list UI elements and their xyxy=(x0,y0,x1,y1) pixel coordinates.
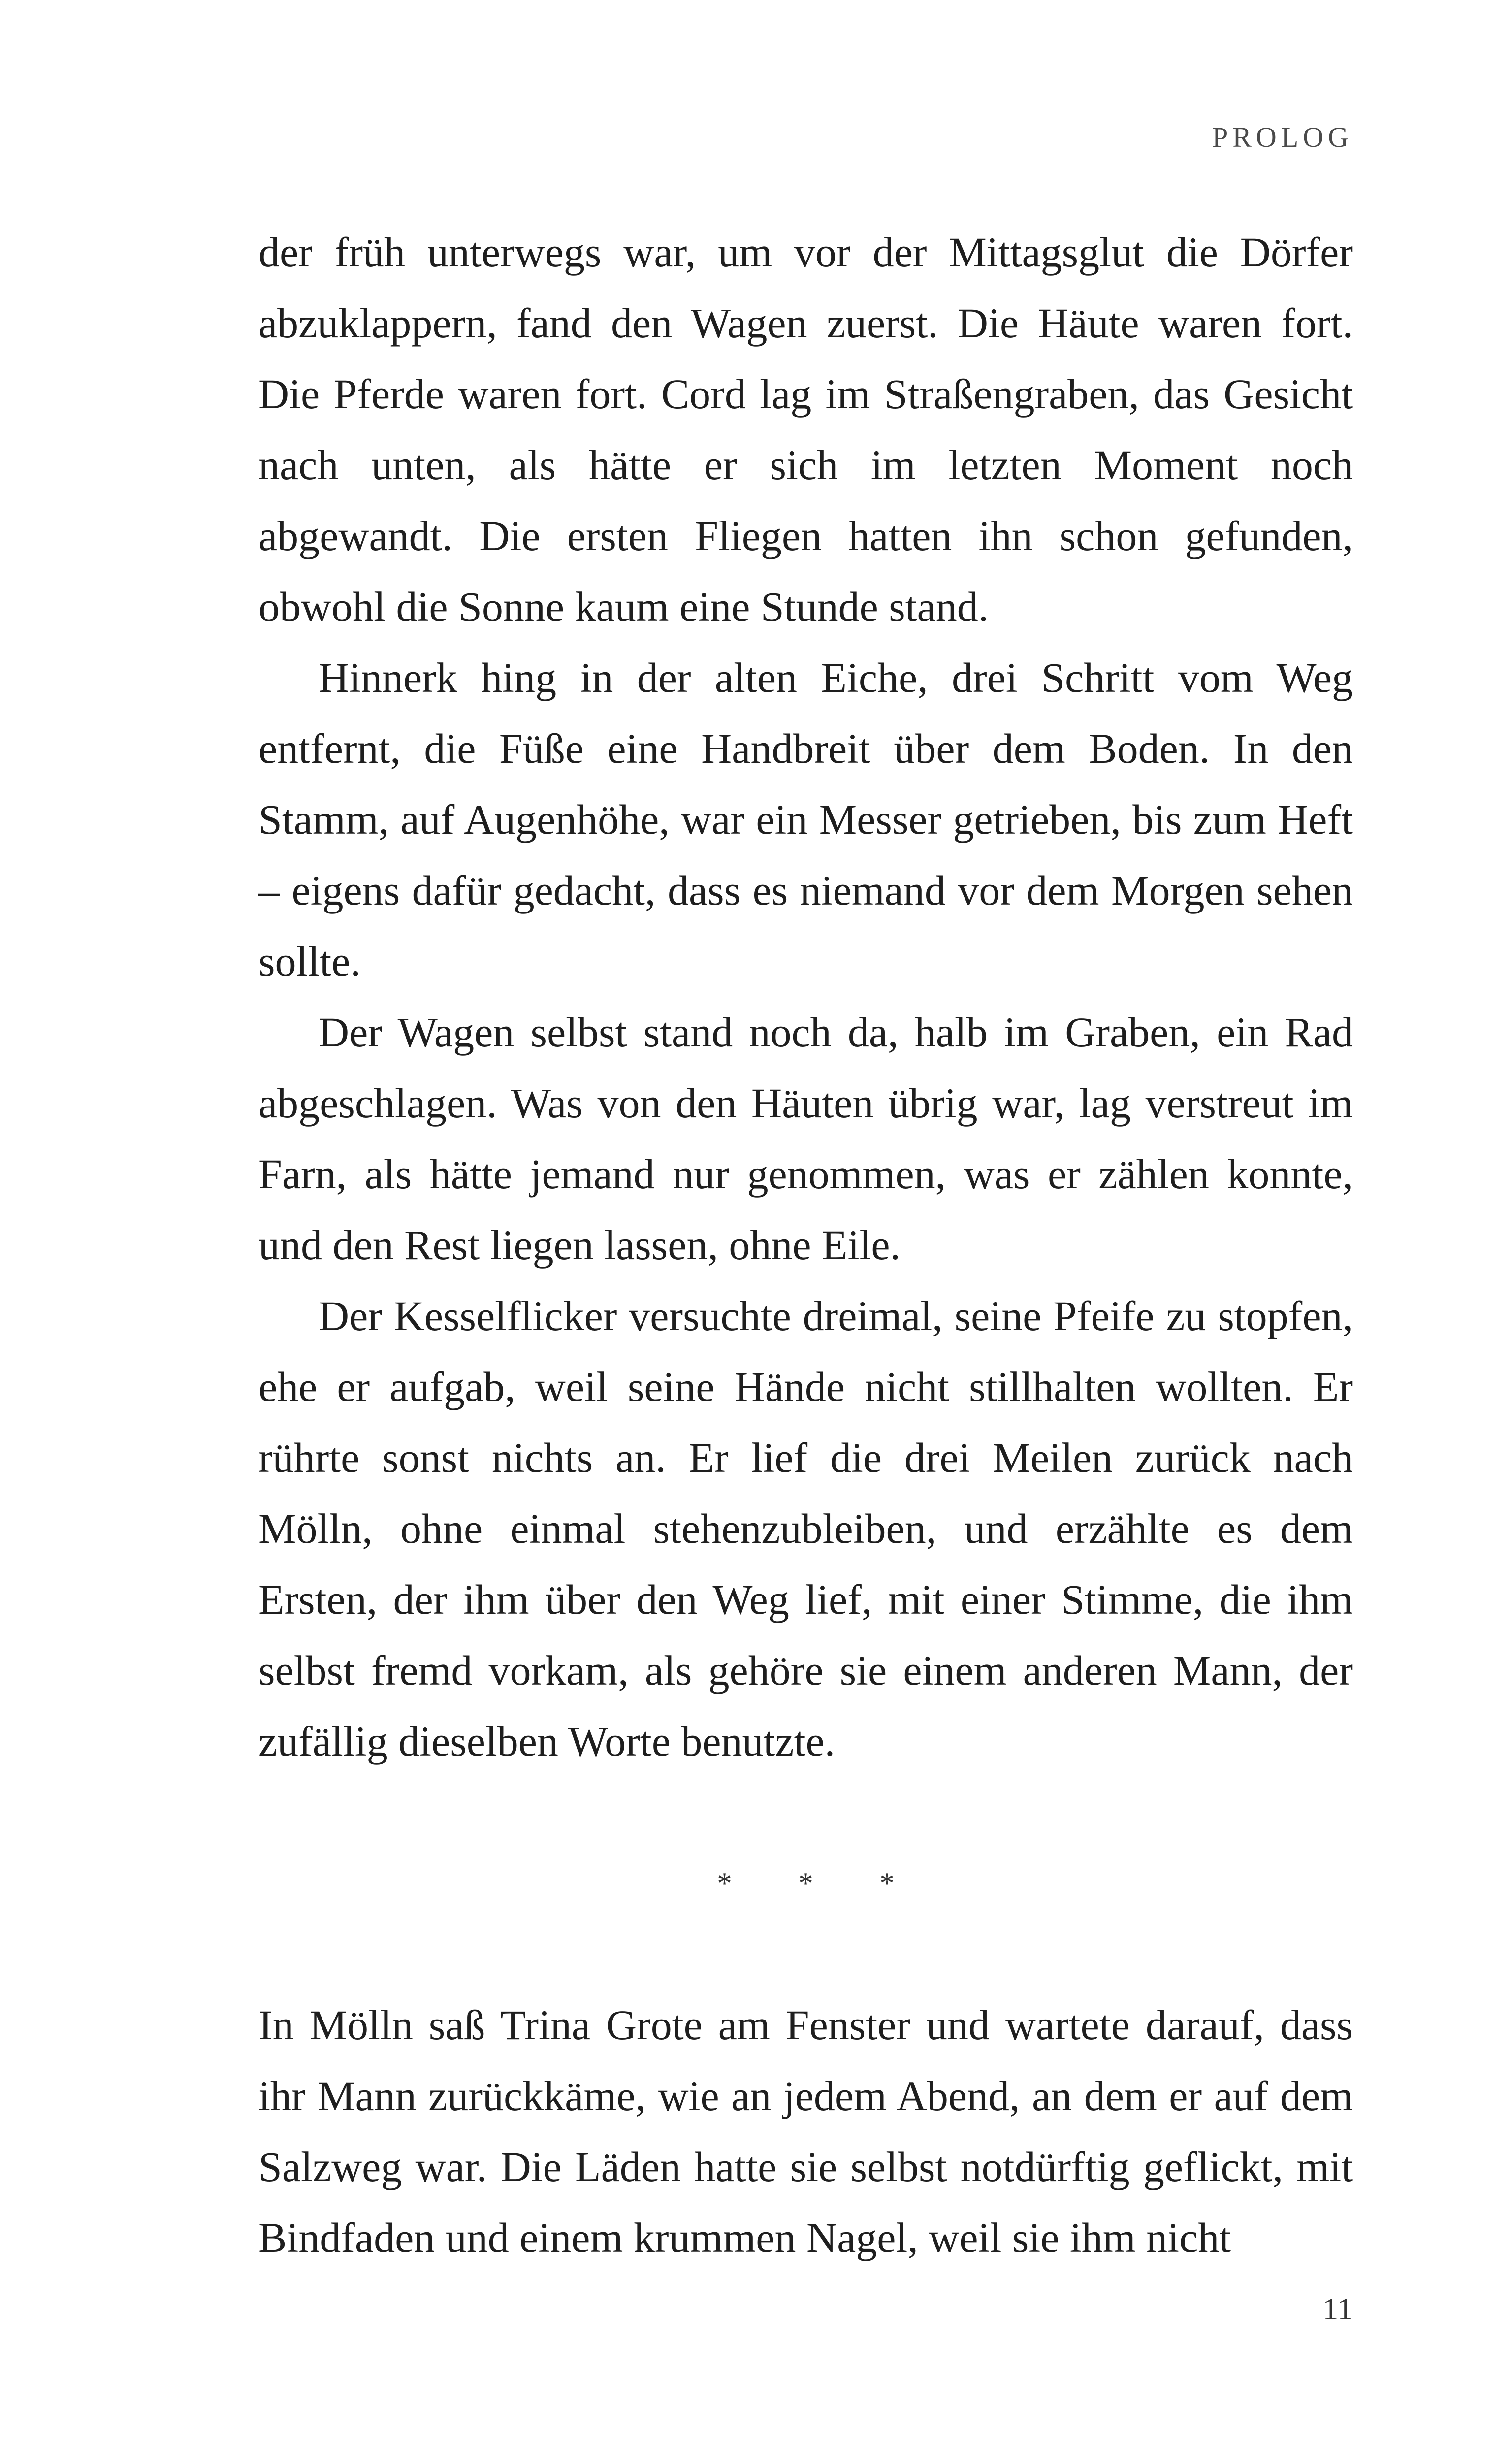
paragraph: Der Wagen selbst stand noch da, halb im Graben, ein Rad abgeschlagen. Was von den Häuten übrig war, lag verstreut im Farn, als hätte jemand nur genommen, was er zählen konnte, und den Rest liegen lassen, ohne Eile. xyxy=(258,1009,1353,1269)
body-text xyxy=(258,217,1353,2273)
paragraph: Der Kesselflicker versuchte dreimal, seine Pfeife zu stopfen, ehe er aufgab, weil seine Hände nicht stillhalten wollten. Er rührte sonst nichts an. Er lief die drei Meilen zurück nach Mölln, ohne einmal stehenzubleiben, und erzählte es dem Ersten, der ihm über den Weg lief, mit einer Stimme, die ihm selbst fremd vorkam, als gehöre sie einem anderen Mann, der zufällig dieselben Worte benutzte. xyxy=(258,1292,1353,1765)
page-number: 11 xyxy=(1322,2291,1353,2326)
paragraph-continued: der früh unterwegs war, um vor der Mittagsglut die Dörfer abzuklappern, fand den Wagen zuerst. Die Häute waren fort. Die Pferde waren fort. Cord lag im Straßengraben, das Gesicht nach unten, als hätte er sich im letzten Moment noch abgewandt. Die ersten Fliegen hatten ihn schon gefunden, obwohl die Sonne kaum eine Stunde stand. xyxy=(258,228,1353,630)
section-break: * * * xyxy=(717,1867,924,1899)
paragraph: Hinnerk hing in der alten Eiche, drei Schritt vom Weg entfernt, die Füße eine Handbreit über dem Boden. In den Stamm, auf Augenhöhe, war ein Messer getrieben, bis zum Heft – eigens dafür gedacht, dass es niemand vor dem Morgen sehen sollte. xyxy=(258,654,1353,985)
paragraph-new-section: In Mölln saß Trina Grote am Fenster und wartete darauf, dass ihr Mann zurückkäme, wie an jedem Abend, an dem er auf dem Salzweg war. Die Läden hatte sie selbst notdürftig geflickt, mit Bindfaden und einem krummen Nagel, weil sie ihm nicht xyxy=(258,2001,1353,2261)
running-head: PROLOG xyxy=(1212,121,1353,153)
